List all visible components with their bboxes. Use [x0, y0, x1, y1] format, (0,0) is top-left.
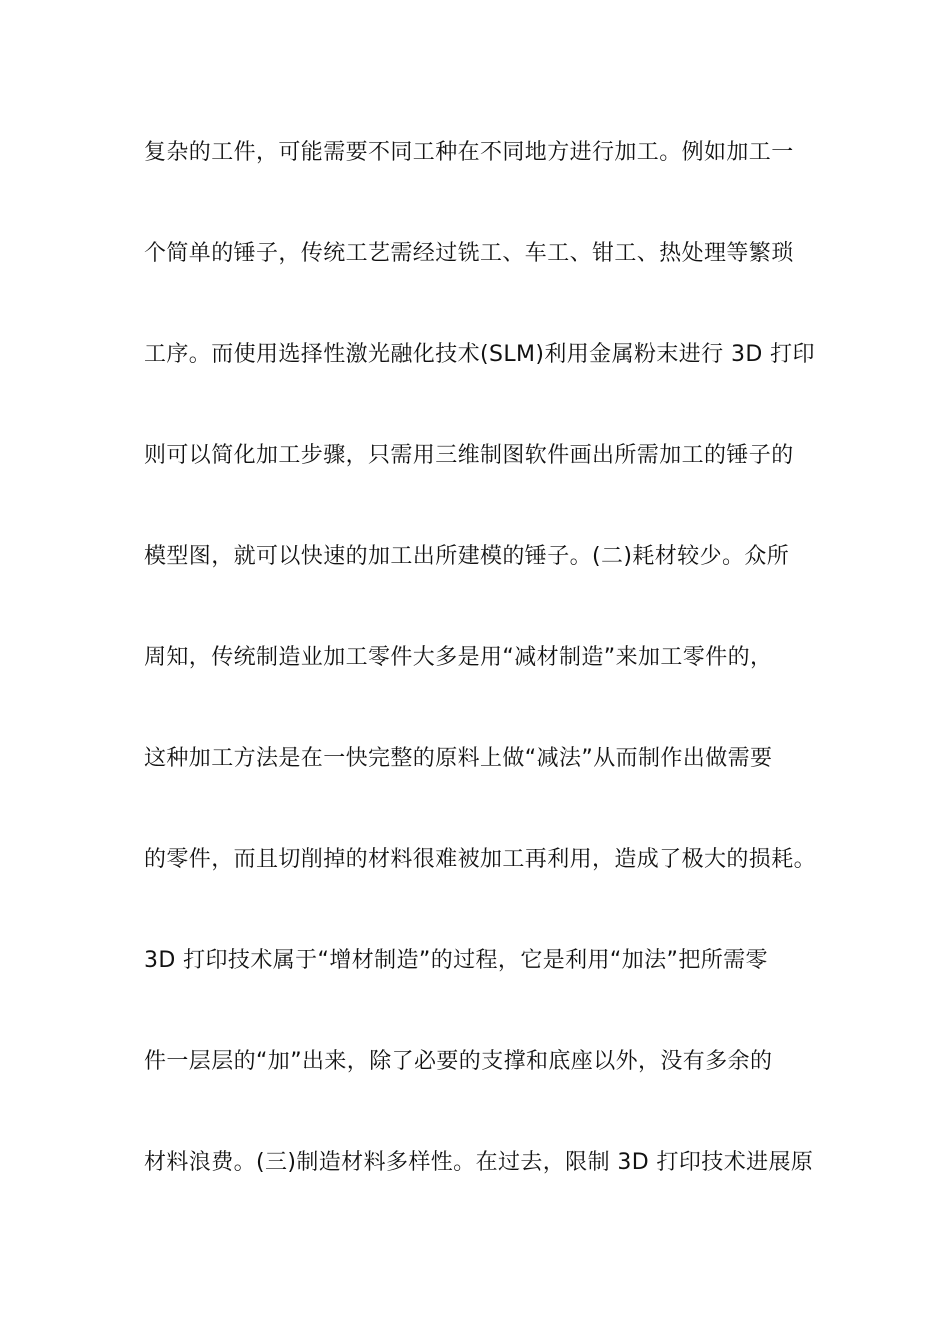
text-line: 材料浪费。(三)制造材料多样性。在过去，限制 3D 打印技术进展原	[144, 1150, 814, 1175]
text-line: 个简单的锤子，传统工艺需经过铣工、车工、钳工、热处理等繁琐	[144, 241, 794, 266]
text-line: 周知，传统制造业加工零件大多是用“减材制造”来加工零件的，	[144, 645, 773, 670]
text-line: 工序。而使用选择性激光融化技术(SLM)利用金属粉末进行 3D 打印	[144, 342, 815, 367]
text-line: 复杂的工件，可能需要不同工种在不同地方进行加工。例如加工一	[144, 140, 794, 165]
body-text	[144, 131, 817, 1242]
text-line: 模型图，就可以快速的加工出所建模的锤子。(二)耗材较少。众所	[144, 544, 790, 569]
text-line: 件一层层的“加”出来，除了必要的支撑和底座以外，没有多余的	[144, 1049, 773, 1074]
text-line: 这种加工方法是在一快完整的原料上做“减法”从而制作出做需要	[144, 746, 773, 771]
text-line: 的零件，而且切削掉的材料很难被加工再利用，造成了极大的损耗。	[144, 847, 817, 872]
text-line: 则可以简化加工步骤，只需用三维制图软件画出所需加工的锤子的	[144, 443, 794, 468]
text-line: 3D 打印技术属于“增材制造”的过程，它是利用“加法”把所需零	[144, 948, 768, 973]
